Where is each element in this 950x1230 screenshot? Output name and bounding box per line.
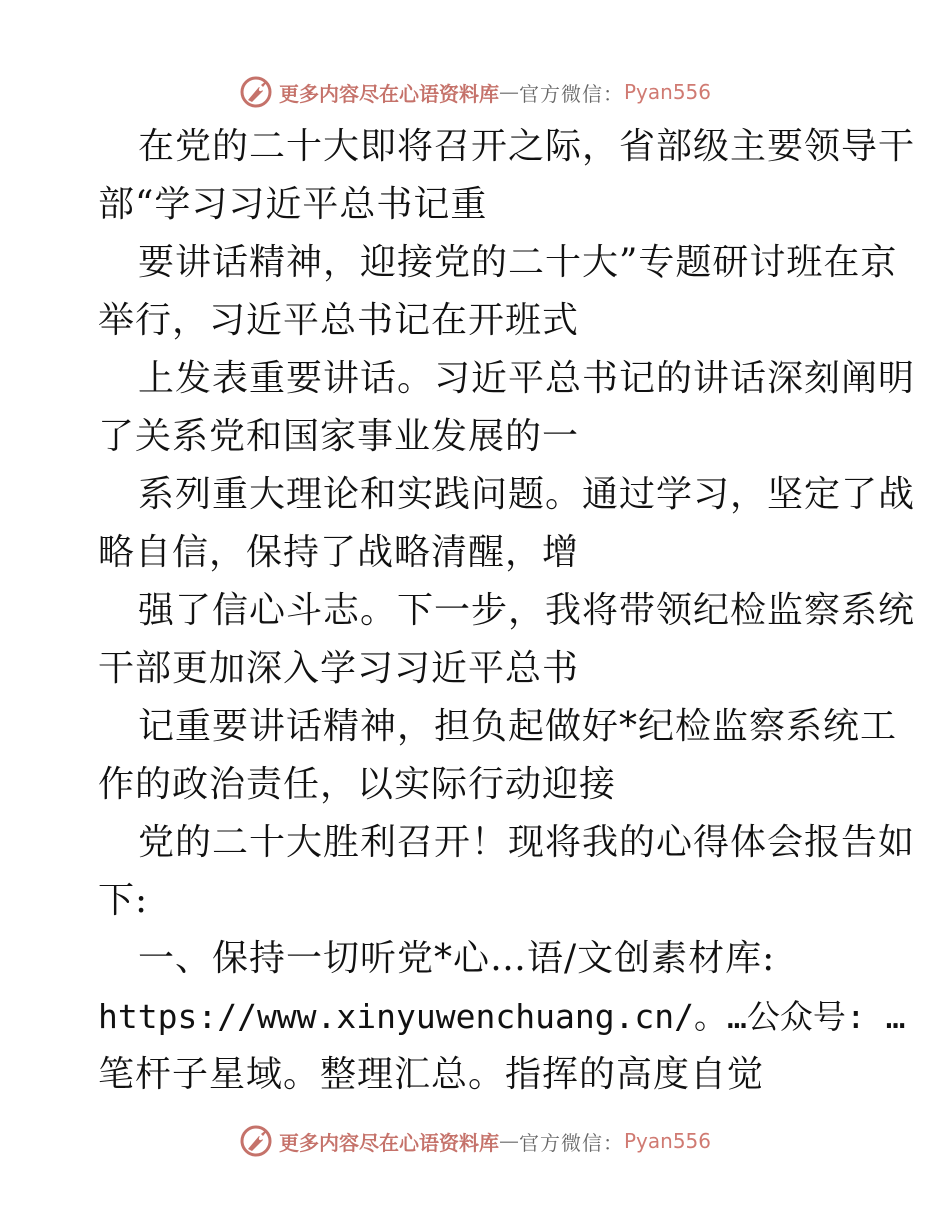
pen-nib-circle-icon [239,75,273,109]
watermark-wechat-label: 官方微信： [518,81,624,106]
text-line: 笔杆子星域。整理汇总。指挥的高度自觉 [98,1054,765,1095]
text-line: 一、保持一切听党*心…语/文创素材库: [138,938,776,979]
watermark-wechat-id: Pyan556 [623,1129,711,1153]
text-line: 强了信心斗志。下一步，我将带领纪检监察系统 [138,590,916,631]
header-watermark [0,72,950,112]
text-line: 要讲话精神，迎接党的二十大”专题研讨班在京 [138,242,898,283]
document-body [98,118,916,1104]
text-line: 党的二十大胜利召开！现将我的心得体会报告如 [138,822,916,863]
watermark-wechat-id: Pyan556 [623,80,711,104]
text-line: 举行，习近平总书记在开班式 [98,300,580,341]
watermark-dash: — [498,1129,519,1153]
pen-nib-circle-icon [239,1124,273,1158]
url-line: https://www.xinyuwenchuang.cn/。…公众号: … [98,997,906,1036]
watermark-brand: 更多内容尽在心语资料库 [278,1130,499,1155]
text-line: 上发表重要讲话。习近平总书记的讲话深刻阐明 [138,358,916,399]
text-line: 干部更加深入学习习近平总书 [98,648,580,689]
text-line: 略自信，保持了战略清醒，增 [98,532,580,573]
watermark-brand: 更多内容尽在心语资料库 [278,81,499,106]
footer-watermark [0,1121,950,1161]
text-line: 系列重大理论和实践问题。通过学习，坚定了战 [138,474,916,515]
text-line: 了关系党和国家事业发展的一 [98,416,580,457]
text-line: 记重要讲话精神，担负起做好*纪检监察系统工 [138,706,898,747]
text-line: 作的政治责任，以实际行动迎接 [98,764,617,805]
watermark-wechat-label: 官方微信： [518,1130,624,1155]
text-line: 部“学习习近平总书记重 [98,184,488,225]
text-line: 在党的二十大即将召开之际，省部级主要领导干 [138,126,916,167]
watermark-dash: — [498,80,519,104]
text-line: 下: [98,880,149,921]
